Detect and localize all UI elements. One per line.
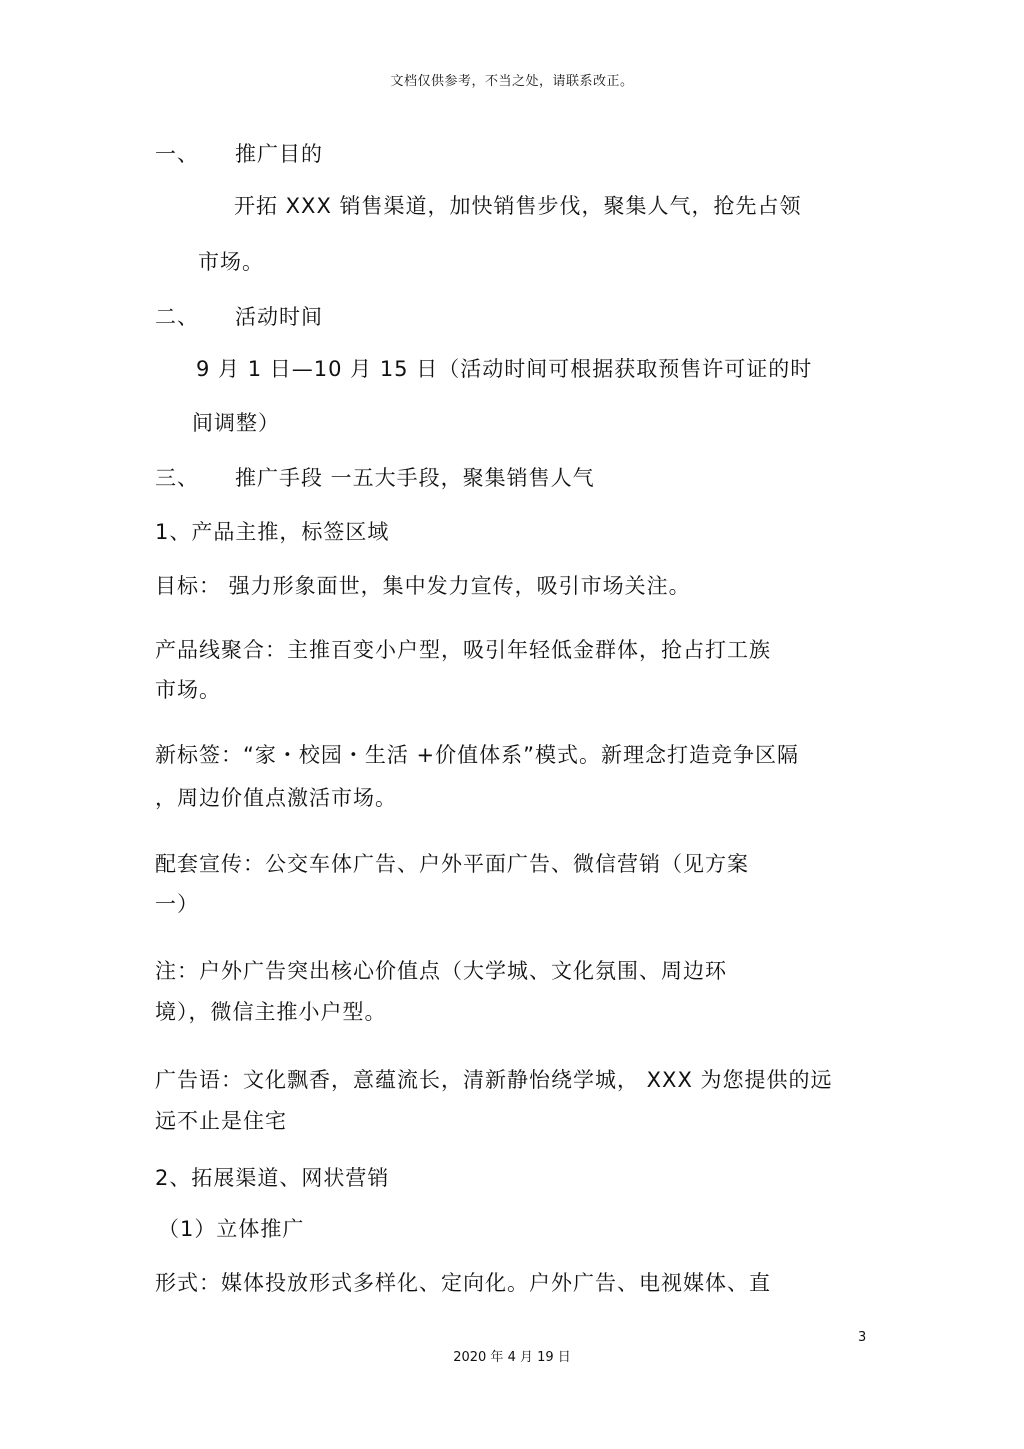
- item-1-product-line-2: 市场。: [155, 678, 221, 702]
- item-2-subheading-1: （1）立体推广: [158, 1217, 305, 1241]
- header-note: 文档仅供参考，不当之处，请联系改正。: [390, 74, 634, 89]
- item-1-slogan-line-2: 远不止是住宅: [155, 1109, 287, 1133]
- section-1-body-line-2: 市场。: [198, 250, 264, 274]
- section-1-body-line-1: 开拓 XXX 销售渠道，加快销售步伐，聚集人气，抢先占领: [234, 194, 802, 218]
- item-1-label-line-2: ，周边价值点激活市场。: [155, 786, 397, 810]
- section-1-number: 一、: [155, 142, 199, 166]
- section-2-number: 二、: [155, 305, 199, 329]
- item-1-goal: 目标： 强力形象面世，集中发力宣传，吸引市场关注。: [155, 574, 691, 598]
- item-1-note-line-2: 境），微信主推小户型。: [155, 1000, 387, 1024]
- item-1-label-line-1: 新标签：“家・校园・生活 +价值体系”模式。新理念打造竞争区隔: [155, 743, 800, 767]
- item-1-promo-line-1: 配套宣传：公交车体广告、户外平面广告、微信营销（见方案: [155, 852, 749, 876]
- item-1-product-line-1: 产品线聚合：主推百变小户型，吸引年轻低金群体，抢占打工族: [155, 638, 771, 662]
- page-number: 3: [858, 1330, 867, 1345]
- section-2-body-line-2: 间调整）: [192, 411, 280, 435]
- section-3-heading: [155, 464, 595, 492]
- section-2-body-line-1: 9 月 1 日—10 月 15 日（活动时间可根据获取预售许可证的时: [196, 357, 813, 381]
- item-1-slogan-line-1: 广告语：文化飘香，意蕴流长，清新静怡绕学城， XXX 为您提供的远: [155, 1068, 833, 1092]
- item-2-heading: 2、拓展渠道、网状营销: [155, 1166, 390, 1190]
- item-2-form-line-1: 形式：媒体投放形式多样化、定向化。户外广告、电视媒体、直: [155, 1271, 771, 1295]
- item-1-note-line-1: 注：户外广告突出核心价值点（大学城、文化氛围、周边环: [155, 959, 727, 983]
- section-3-number: 三、: [155, 466, 199, 490]
- section-3-title: 推广手段 一五大手段，聚集销售人气: [235, 466, 595, 490]
- item-1-heading: 1、产品主推，标签区域: [155, 520, 390, 544]
- section-1-heading: [155, 140, 323, 168]
- item-1-promo-line-2: 一）: [155, 892, 199, 916]
- section-2-title: 活动时间: [235, 305, 323, 329]
- footer-date: 2020 年 4 月 19 日: [453, 1350, 571, 1365]
- section-2-heading: [155, 303, 323, 331]
- section-1-title: 推广目的: [235, 142, 323, 166]
